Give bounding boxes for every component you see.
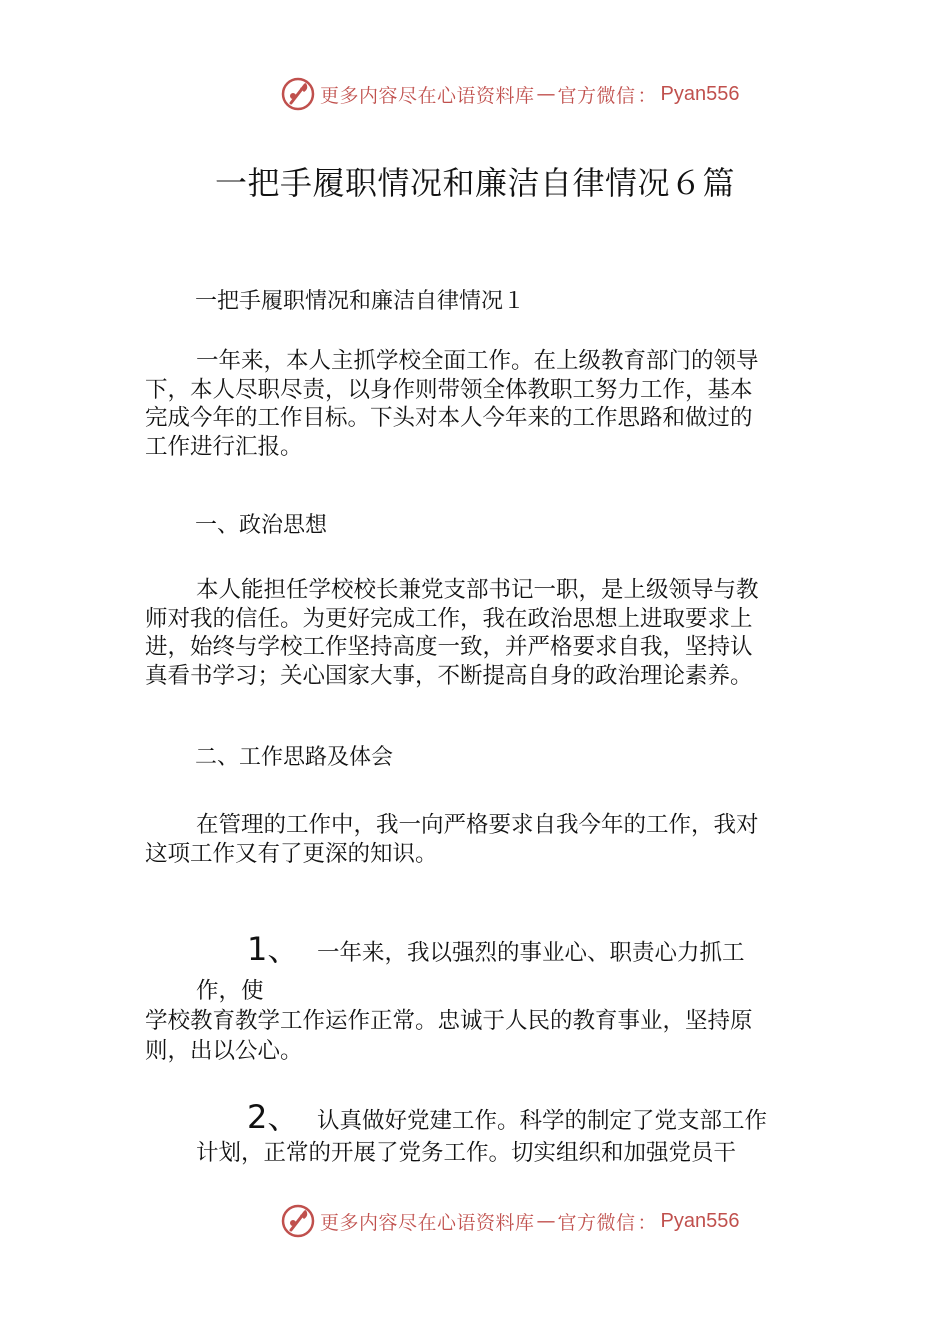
banner-text: 更多内容尽在心语资料库 <box>320 1211 535 1234</box>
item-number: 2、 <box>247 1098 300 1136</box>
footer-banner <box>280 1201 740 1241</box>
quill-pen-logo-icon <box>280 76 316 112</box>
paragraph-line: 完成今年的工作目标。下头对本人今年来的工作思路和做过的 <box>145 405 753 431</box>
item-continuation-line: 则，出以公心。 <box>145 1038 303 1064</box>
numbered-item-1 <box>145 924 810 1066</box>
political-thought-paragraph <box>145 576 810 690</box>
banner-dash: — <box>536 1210 556 1232</box>
item-first-line: 认真做好党建工作。科学的制定了党支部工作 <box>317 1108 768 1134</box>
work-ideas-paragraph <box>145 811 810 868</box>
heading-political-thought: 一、政治思想 <box>195 513 328 538</box>
banner-text: 更多内容尽在心语资料库 <box>320 84 535 107</box>
item-second-line: 计划，正常的开展了党务工作。切实组织和加强党员干 <box>196 1140 737 1166</box>
numbered-item-2 <box>145 1092 810 1168</box>
header-banner <box>280 74 740 114</box>
paragraph-line: 在管理的工作中，我一向严格要求自我今年的工作，我对 <box>196 812 759 838</box>
item-number: 1、 <box>247 930 300 968</box>
paragraph-line: 这项工作又有了更深的知识。 <box>145 840 438 867</box>
paragraph-line: 真看书学习；关心国家大事，不断提高自身的政治理论素养。 <box>145 662 753 689</box>
section-title: 一把手履职情况和廉洁自律情况１ <box>195 289 526 314</box>
document-title: 一把手履职情况和廉洁自律情况６篇 <box>214 164 735 202</box>
banner-separator: ： <box>637 84 657 107</box>
banner-wechat-id: Pyan556 <box>660 1209 740 1232</box>
banner-separator: ： <box>637 1211 657 1234</box>
item-first-line: 一年来，我以强烈的事业心、职责心力抓工 <box>317 940 745 966</box>
paragraph-line: 工作进行汇报。 <box>145 433 303 460</box>
banner-wechat-id: Pyan556 <box>660 82 740 105</box>
item-continuation-line: 学校教育教学工作运作正常。忠诚于人民的教育事业，坚持原 <box>145 1008 753 1034</box>
intro-paragraph <box>145 347 810 461</box>
paragraph-line: 进，始终与学校工作坚持高度一致，并严格要求自我，坚持认 <box>145 634 753 660</box>
paragraph-line: 一年来，本人主抓学校全面工作。在上级教育部门的领导 <box>196 348 759 374</box>
quill-pen-logo-icon <box>280 1203 316 1239</box>
paragraph-line: 师对我的信任。为更好完成工作，我在政治思想上进取要求上 <box>145 605 753 632</box>
banner-label: 官方微信 <box>557 84 636 107</box>
item-second-line: 作，使 <box>196 978 264 1004</box>
paragraph-line: 本人能担任学校校长兼党支部书记一职，是上级领导与教 <box>196 577 759 603</box>
banner-label: 官方微信 <box>557 1211 636 1234</box>
banner-dash: — <box>536 83 556 105</box>
paragraph-line: 下，本人尽职尽责，以身作则带领全体教职工努力工作，基本 <box>145 376 753 403</box>
heading-work-ideas: 二、工作思路及体会 <box>195 745 394 770</box>
